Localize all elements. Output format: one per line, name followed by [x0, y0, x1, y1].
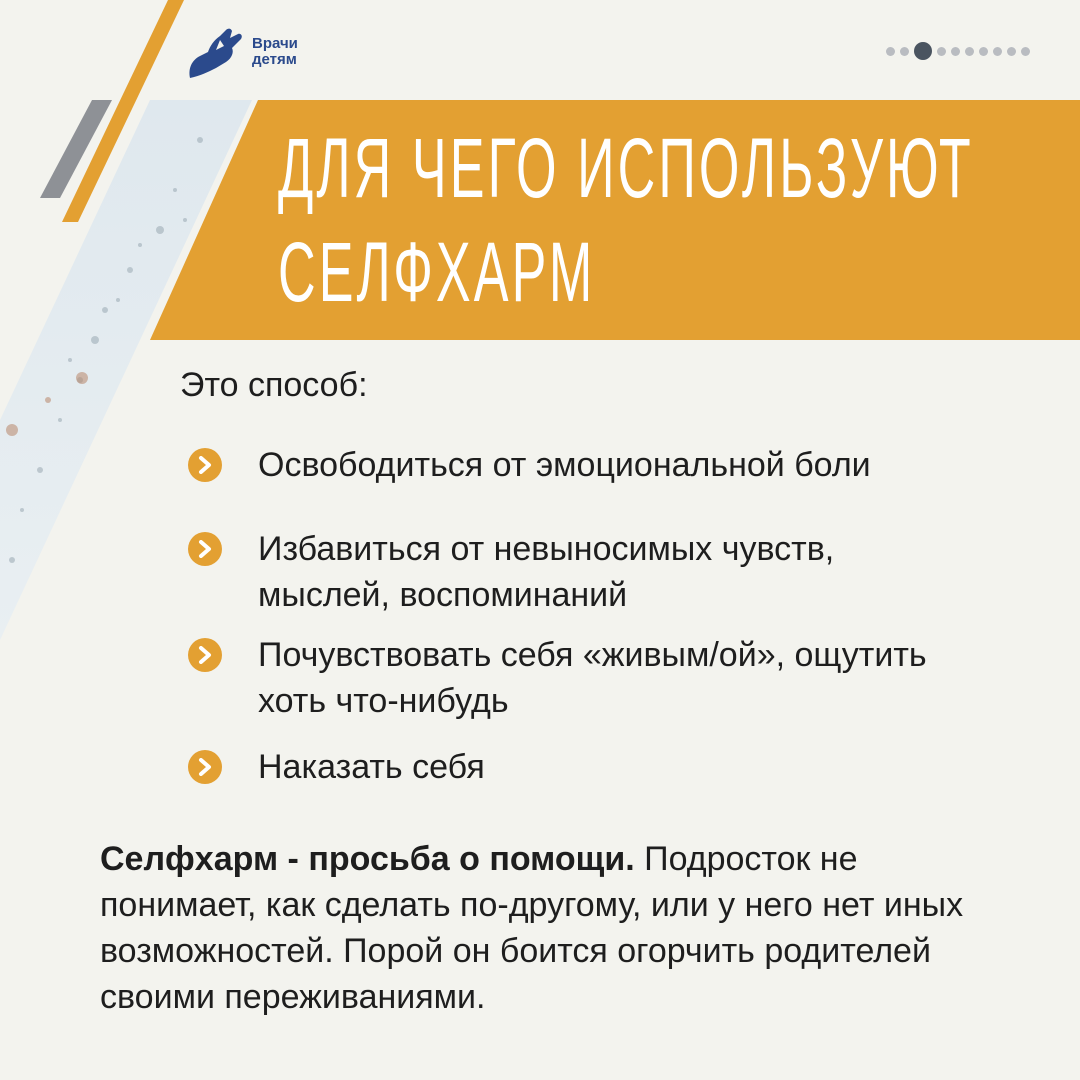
conclusion-paragraph	[100, 836, 980, 1020]
pager-dot[interactable]	[965, 47, 974, 56]
brand-name	[252, 36, 298, 68]
title-banner	[150, 100, 1080, 340]
chevron-right-icon	[188, 532, 222, 566]
list-item	[188, 526, 898, 618]
pager-dot[interactable]	[1021, 47, 1030, 56]
intro-text: Это способ:	[180, 366, 368, 404]
page-title-line-1: ДЛЯ ЧЕГО ИСПОЛЬЗУЮТ	[278, 121, 974, 215]
slide-pager	[886, 42, 1030, 60]
page-title-line-2: СЕЛФХАРМ	[278, 225, 596, 319]
pager-dot[interactable]	[993, 47, 1002, 56]
pager-dot[interactable]	[886, 47, 895, 56]
chevron-right-icon	[188, 638, 222, 672]
brand-line-2: детям	[252, 51, 297, 68]
list-item	[188, 744, 998, 790]
pager-dot[interactable]	[979, 47, 988, 56]
brand-logo[interactable]	[186, 24, 298, 80]
list-item-text: Избавиться от невыносимых чувств, мыслей, воспоминаний	[258, 530, 835, 614]
list-item-text: Почувствовать себя «живым/ой», ощутить хоть что-нибудь	[258, 636, 927, 720]
pager-dot[interactable]	[937, 47, 946, 56]
list-item-text: Освободиться от эмоциональной боли	[258, 446, 871, 484]
list-item-text: Наказать себя	[258, 748, 485, 786]
brand-line-1: Врачи	[252, 35, 298, 52]
pager-dot[interactable]	[951, 47, 960, 56]
pager-dot[interactable]	[1007, 47, 1016, 56]
list-item	[188, 632, 998, 724]
chevron-right-icon	[188, 448, 222, 482]
pager-dot[interactable]	[900, 47, 909, 56]
chevron-right-icon	[188, 750, 222, 784]
conclusion-bold: Селфхарм - просьба о помощи.	[100, 840, 635, 878]
pager-dot-active[interactable]	[914, 42, 932, 60]
list-item	[188, 442, 998, 488]
hand-dove-icon	[186, 24, 244, 80]
conclusion-rest: Подросток не понимает, как сделать по-другому, или у него нет иных возможностей. Порой он боится огорчить родителей своими переживаниями.	[100, 840, 964, 1016]
page-title	[278, 116, 974, 324]
